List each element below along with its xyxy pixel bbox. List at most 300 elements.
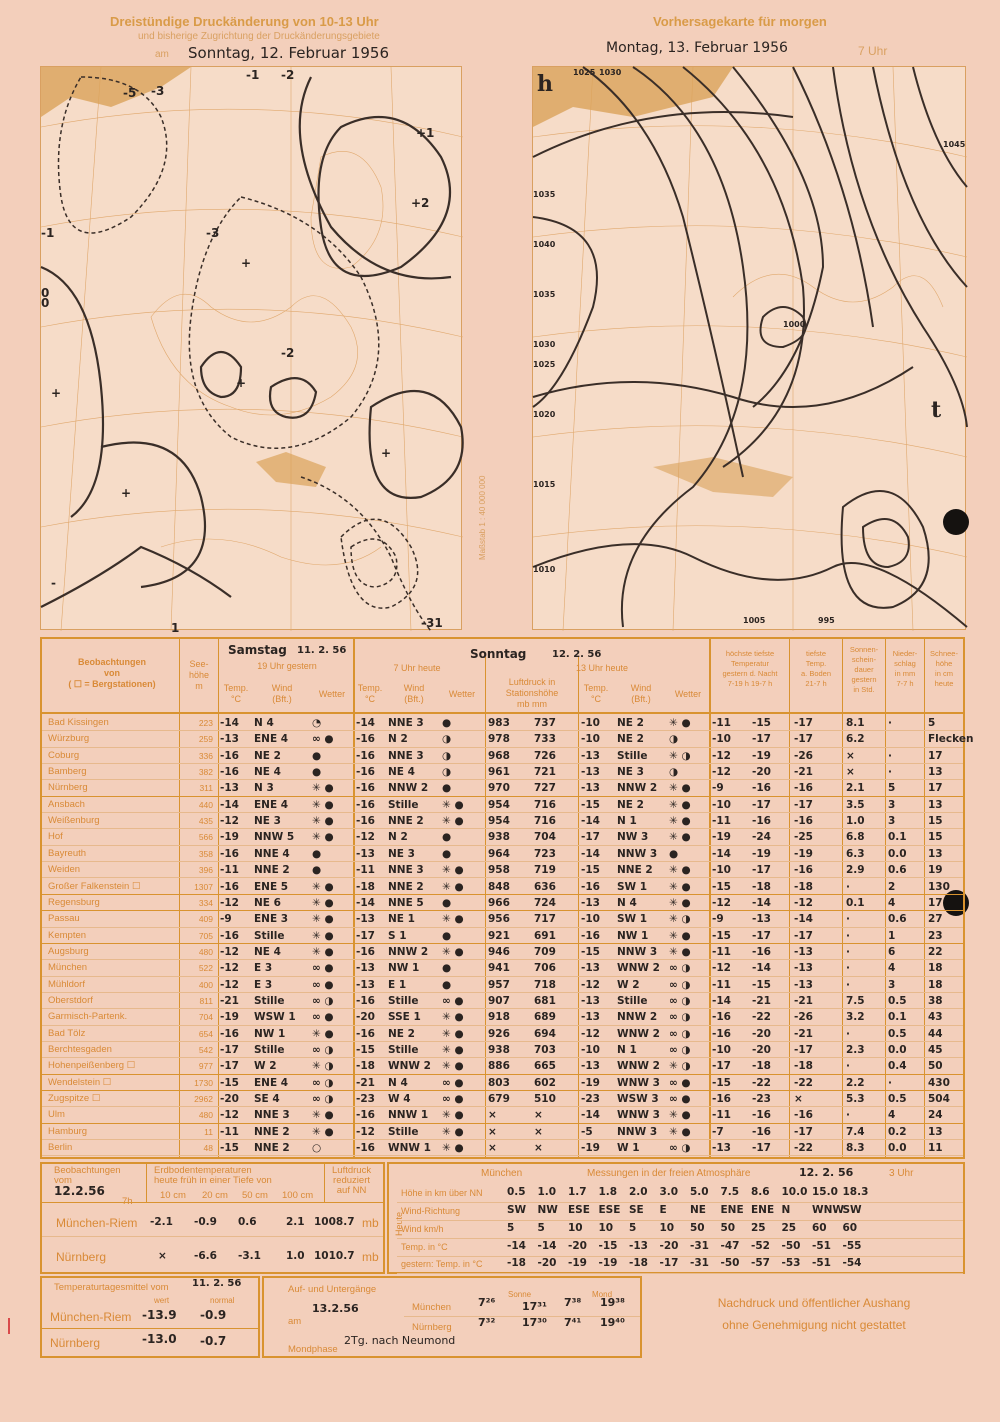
aloft-cell: 5 (507, 1222, 515, 1234)
aloft-cell: 60 (842, 1222, 858, 1234)
cell-tb: -18 (794, 880, 813, 893)
cell-tb: -26 (794, 1011, 813, 1024)
cell-tmin: -22 (752, 1076, 771, 1089)
cell-t1: -21 (220, 994, 239, 1007)
cell-wx1: ✳ ● (312, 945, 334, 958)
cell-wx2: ∞ ● (442, 994, 464, 1007)
day2-time13: 13 Uhr heute (575, 663, 629, 673)
aloft-row-label: Höhe in km über NN (401, 1188, 483, 1198)
cell-sun: 0.1 (846, 896, 865, 909)
cell-mb: 970 (488, 782, 510, 795)
soil-depth: 10 cm (160, 1190, 186, 1201)
cell-t2: -16 (356, 798, 375, 811)
cell-t3: -14 (581, 847, 600, 860)
soil-beob-label: Beobachtungen vom (54, 1165, 121, 1186)
cell-tmax: -14 (712, 994, 731, 1007)
observations-table (40, 637, 974, 1159)
aloft-cell: N (781, 1204, 791, 1216)
cell-w2: NNW 2 (388, 945, 429, 958)
cell-t3: -15 (581, 798, 600, 811)
soil-rule (42, 1236, 383, 1237)
cell-sn: 11 (928, 1142, 943, 1155)
cell-station: Oberstdorf (48, 994, 93, 1006)
cell-t1: -12 (220, 945, 239, 958)
cell-mb: 921 (488, 929, 510, 942)
aloft-cell: ESE (568, 1204, 590, 1216)
sun-label: Sonne (508, 1290, 532, 1299)
cell-rr: 0.2 (888, 1125, 907, 1138)
aloft-cell: 10.0 (781, 1186, 808, 1198)
cell-tmax: -10 (712, 1044, 731, 1056)
cell-wx1: ∞ ◑ (312, 1044, 334, 1056)
cell-mm: 665 (534, 1060, 556, 1073)
aloft-city: München (481, 1168, 523, 1179)
cell-wx3: ∞ ◑ (669, 1011, 691, 1024)
soil-value: 2.1 (286, 1216, 305, 1228)
cell-t1: -16 (220, 929, 239, 942)
cell-t3: -15 (581, 945, 600, 958)
cell-t2: -23 (356, 1093, 375, 1106)
cell-mb: 964 (488, 847, 510, 860)
day2-date: 12. 2. 56 (552, 649, 602, 660)
cell-wx3: ∞ ● (669, 1076, 691, 1089)
cell-sn: 22 (928, 945, 943, 958)
cell-sn: 430 (928, 1076, 950, 1089)
aloft-title: Messungen in der freien Atmosphäre (587, 1168, 751, 1179)
aloft-cell: NW (537, 1204, 558, 1216)
cell-t3: -5 (581, 1125, 593, 1138)
cell-mm: 602 (534, 1076, 556, 1089)
cell-mb: 983 (488, 717, 510, 729)
left-map-label: -1 (246, 68, 260, 82)
cell-tmax: -19 (712, 831, 731, 844)
cell-h: 977 (198, 1061, 213, 1072)
cell-sun: × (846, 766, 855, 779)
cell-tmax: -12 (712, 766, 731, 779)
sun-date: 13.2.56 (312, 1302, 359, 1315)
stations-header: Beobachtungen von ( ☐ = Bergstationen) (68, 657, 156, 689)
cell-t3: -13 (581, 994, 600, 1007)
cell-t1: -11 (220, 864, 239, 877)
cell-mm: 721 (534, 766, 556, 779)
cell-wx2: ∞ ● (442, 1093, 464, 1106)
cell-rr: 3 (888, 978, 896, 991)
forecast-map (532, 66, 966, 630)
cell-mm: 709 (534, 945, 556, 958)
tmean-normal: -0.9 (200, 1308, 227, 1322)
cell-wx3: ∞ ◑ (669, 978, 691, 991)
cell-station: Weißenburg (48, 815, 100, 827)
cell-tmax: -15 (712, 1076, 731, 1089)
cell-wx3: ∞ ◑ (669, 1027, 691, 1040)
aloft-hour: 3 Uhr (889, 1168, 914, 1179)
cell-h: 358 (198, 848, 213, 859)
cell-sn: 23 (928, 929, 943, 942)
cell-sn: 13 (928, 1125, 943, 1138)
sun-set: 17³⁰ (522, 1316, 547, 1329)
table-row (42, 960, 963, 976)
cell-wx3: ∞ ◑ (669, 1044, 691, 1056)
cell-tb: -16 (794, 815, 813, 828)
cell-tmax: -17 (712, 1060, 731, 1073)
cell-mm: × (534, 1109, 543, 1122)
cell-t3: -13 (581, 749, 600, 762)
cell-t3: -19 (581, 1142, 600, 1155)
cell-sun: 3.2 (846, 1011, 865, 1024)
right-map-label: 1030 (533, 340, 556, 349)
cell-mm: 704 (534, 831, 556, 844)
cell-wx1: ● (312, 847, 322, 860)
cell-t3: -13 (581, 1060, 600, 1073)
temp-header: Temp. °C (583, 683, 609, 704)
hoechste-tiefste-header: höchste tiefste Temperatur gestern d. Nacht 7-19 h 19-7 h (722, 649, 778, 688)
cell-tb: -16 (794, 864, 813, 877)
cell-t1: -19 (220, 831, 239, 844)
cell-wx2: ● (442, 896, 452, 909)
cell-sn: 17 (928, 896, 943, 909)
cell-tmax: -12 (712, 749, 731, 762)
cell-tmin: -16 (752, 1125, 771, 1138)
cell-h: 311 (199, 783, 213, 794)
soil-value: -2.1 (150, 1216, 173, 1228)
right-map-label: 1025 (573, 68, 596, 77)
cell-w1: NE 3 (254, 815, 281, 828)
cell-mb: 918 (488, 1011, 510, 1024)
niederschlag-header: Nieder- schlag in mm 7-7 h (892, 649, 918, 688)
cell-tb: -13 (794, 962, 813, 975)
cell-wx1: ✳ ● (312, 831, 334, 844)
cell-tmax: -11 (712, 815, 731, 828)
cell-rr: 0.1 (888, 831, 907, 844)
cell-rr: 4 (888, 1109, 896, 1122)
cell-wx1: ∞ ◑ (312, 1076, 334, 1089)
cell-wx3: ∞ ● (669, 1093, 691, 1106)
cell-w3: W 2 (617, 978, 640, 991)
cell-station: Regensburg (48, 896, 100, 908)
cell-tmin: -16 (752, 945, 771, 958)
cell-h: 334 (198, 897, 213, 908)
aloft-cell: 1.7 (568, 1186, 587, 1198)
soil-pressure: 1008.7 (314, 1216, 355, 1228)
cell-tb: -17 (794, 929, 813, 942)
cell-tmin: -15 (752, 978, 771, 991)
aloft-cell: -53 (781, 1257, 801, 1269)
cell-t3: -12 (581, 978, 600, 991)
cell-sun: · (846, 1027, 850, 1040)
pressure-change-map-drawing (41, 67, 463, 635)
cell-t2: -16 (356, 766, 375, 779)
aloft-cell: 10 (598, 1222, 614, 1234)
cell-w2: WNW 1 (388, 1142, 431, 1155)
right-map-label: 1035 (533, 190, 556, 199)
soil-unit: mb (362, 1216, 379, 1230)
cell-wx3: ✳ ● (669, 782, 691, 795)
aloft-rule (397, 1238, 963, 1239)
cell-mb: 954 (488, 815, 510, 828)
aloft-cell: -20 (659, 1240, 679, 1252)
soil-station: München-Riem (56, 1216, 138, 1230)
aloft-cell: ESE (598, 1204, 621, 1216)
cell-w2: S 1 (388, 929, 407, 942)
right-map-low: t (931, 397, 942, 423)
day2-label: Sonntag (470, 647, 527, 661)
cell-tmin: -24 (752, 831, 771, 844)
cell-station: Kempten (48, 929, 87, 941)
cell-sun: · (846, 913, 850, 926)
left-map-label: + (51, 386, 62, 400)
cell-t3: -23 (581, 1093, 600, 1106)
soil-value: -6.6 (194, 1250, 217, 1262)
cell-sn: 18 (928, 978, 943, 991)
aloft-cell: 5 (537, 1222, 545, 1234)
cell-tmin: -17 (752, 1142, 771, 1155)
cell-wx1: ∞ ◑ (312, 994, 334, 1007)
soil-depth: 50 cm (242, 1190, 268, 1201)
aloft-cell: -18 (507, 1257, 526, 1269)
margin-mark (8, 1318, 10, 1334)
cell-t2: -14 (356, 896, 375, 909)
cell-rr: · (888, 749, 892, 762)
cell-station: Hohenpeißenberg ☐ (48, 1060, 136, 1072)
cell-station: Garmisch-Partenk. (48, 1011, 128, 1023)
cell-w2: NW 1 (388, 962, 420, 975)
table-row (42, 977, 963, 993)
cell-tmax: -11 (712, 945, 731, 958)
wetter-header: Wetter (318, 689, 346, 699)
left-map-title: Dreistündige Druckänderung von 10-13 Uhr (110, 14, 379, 29)
cell-h: 654 (198, 1028, 213, 1039)
cell-w1: NE 6 (254, 896, 281, 909)
cell-w1: W 2 (254, 1060, 277, 1073)
cell-mm: 733 (534, 733, 556, 746)
cell-tb: -12 (794, 896, 813, 909)
cell-wx1: ✳ ● (312, 815, 334, 828)
copyright-notice: Nachdruck und öffentlicher Aushang ohne Genehmigung nicht gestattet (717, 1296, 911, 1332)
upper-air-box (387, 1162, 965, 1274)
cell-t2: -17 (356, 929, 375, 942)
cell-t3: -10 (581, 1044, 600, 1056)
day2-time7: 7 Uhr heute (393, 663, 441, 673)
cell-rr: 5 (888, 782, 896, 795)
cell-station: Zugspitze ☐ (48, 1093, 101, 1105)
tmean-col2: normal (210, 1296, 235, 1305)
cell-tmax: -16 (712, 1093, 731, 1106)
luftdruck-header: Luftdruck in Stationshöhe mb mm (505, 677, 559, 709)
aloft-cell: 50 (690, 1222, 705, 1234)
cell-tmin: -17 (752, 733, 771, 746)
cell-tmin: -16 (752, 815, 771, 828)
aloft-cell: ENE (751, 1204, 775, 1216)
left-map-date: Sonntag, 12. Februar 1956 (188, 44, 389, 62)
cell-h: 223 (198, 718, 213, 728)
right-map-label: 1010 (533, 565, 556, 574)
cell-tb: -16 (794, 782, 813, 795)
cell-t1: -11 (220, 1125, 239, 1138)
cell-mm: 681 (534, 994, 556, 1007)
cell-w3: SW 1 (617, 880, 648, 893)
sun-moon-box (262, 1276, 642, 1358)
cell-wx1: ✳ ● (312, 1109, 334, 1122)
cell-rr: 4 (888, 962, 896, 975)
cell-tb: -25 (794, 831, 813, 844)
cell-rr: 1 (888, 929, 896, 942)
aloft-cell: -18 (629, 1257, 648, 1269)
sonnenschein-header: Sonnen- schein- dauer gestern in Std. (849, 645, 879, 694)
cell-h: 480 (198, 1110, 213, 1121)
cell-tb: -26 (794, 749, 813, 762)
aloft-rule (397, 1273, 963, 1274)
cell-rr: 0.0 (888, 1142, 907, 1155)
left-map-label: -1 (41, 226, 55, 240)
aloft-cell: -20 (537, 1257, 557, 1269)
header-rule (42, 712, 963, 714)
cell-t3: -13 (581, 1011, 600, 1024)
cell-w3: NNW 2 (617, 1011, 658, 1024)
table-row (42, 1009, 963, 1025)
moon-phase-label: Mondphase (288, 1344, 338, 1355)
aloft-cell: -52 (751, 1240, 770, 1252)
cell-h: 409 (198, 914, 213, 925)
sun-rise: 7²⁶ (478, 1296, 496, 1309)
cell-wx2: ✳ ● (442, 1044, 464, 1056)
cell-w2: WNW 2 (388, 1060, 431, 1073)
cell-w1: Stille (254, 994, 285, 1007)
cell-station: Mühldorf (48, 978, 85, 990)
cell-w3: NE 2 (617, 717, 644, 729)
cell-rr: · (888, 1076, 892, 1089)
aloft-cell: 0.5 (507, 1186, 526, 1198)
cell-tmax: -15 (712, 929, 731, 942)
cell-mb: 938 (488, 1044, 510, 1056)
cell-mm: 718 (534, 978, 556, 991)
soil-title: Erdbodentemperaturen heute früh in einer Tiefe von (154, 1165, 272, 1186)
cell-tmin: -20 (752, 766, 771, 779)
cell-mb: 803 (488, 1076, 510, 1089)
cell-t2: -13 (356, 847, 375, 860)
left-map-label: 1 (171, 621, 180, 635)
cell-sn: 17 (928, 749, 943, 762)
cell-t2: -16 (356, 782, 375, 795)
cell-sun: · (846, 945, 850, 958)
cell-w3: W 1 (617, 1142, 640, 1155)
forecast-map-drawing (533, 67, 967, 631)
aloft-cell: SE (629, 1204, 644, 1216)
left-map-label: -3 (206, 226, 220, 240)
soil-pressure-label: Luftdruck reduziert auf NN (332, 1165, 372, 1196)
cell-tmax: -12 (712, 896, 731, 909)
cell-tb: -13 (794, 945, 813, 958)
cell-sun: · (846, 962, 850, 975)
cell-sn: Flecken (928, 733, 974, 746)
left-map-am: am (155, 49, 169, 60)
cell-mb: 966 (488, 896, 510, 909)
cell-wx3: ✳ ● (669, 864, 691, 877)
cell-w1: N 3 (254, 782, 274, 795)
cell-wx2: ✳ ● (442, 913, 464, 926)
tmean-date: 11. 2. 56 (192, 1278, 242, 1289)
cell-h: 382 (198, 767, 213, 778)
cell-wx3: ✳ ● (669, 929, 691, 942)
cell-w3: NW 3 (617, 831, 649, 844)
cell-tmin: -13 (752, 913, 771, 926)
daily-mean-temperature-box (40, 1276, 260, 1358)
punch-hole (943, 509, 969, 535)
aloft-cell: -31 (690, 1257, 709, 1269)
cell-w1: Stille (254, 1044, 285, 1056)
left-map-label: + (121, 486, 132, 500)
cell-w3: NNW 2 (617, 782, 658, 795)
cell-t2: -16 (356, 733, 375, 746)
cell-tmin: -17 (752, 929, 771, 942)
cell-sn: 50 (928, 1060, 943, 1073)
cell-t1: -17 (220, 1044, 239, 1056)
cell-w1: NNW 5 (254, 831, 295, 844)
cell-t2: -13 (356, 978, 375, 991)
cell-w2: Stille (388, 1044, 419, 1056)
cell-rr: · (888, 717, 892, 729)
cell-w2: W 4 (388, 1093, 411, 1106)
right-map-time: 7 Uhr (858, 44, 888, 58)
cell-h: 400 (198, 979, 213, 990)
cell-sn: 45 (928, 1044, 943, 1056)
cell-sun: 6.8 (846, 831, 865, 844)
cell-tmax: -9 (712, 782, 724, 795)
cell-wx1: ✳ ● (312, 798, 334, 811)
sun-am: am (288, 1316, 302, 1327)
cell-h: 435 (198, 816, 213, 827)
cell-w1: E 3 (254, 978, 273, 991)
cell-station: Ansbach (48, 798, 85, 810)
tmean-value: -13.9 (142, 1308, 177, 1322)
cell-mm: 723 (534, 847, 556, 860)
cell-wx3: ✳ ● (669, 1125, 691, 1138)
cell-t1: -12 (220, 962, 239, 975)
cell-tb: × (794, 1093, 803, 1106)
cell-wx3: ∞ ◑ (669, 994, 691, 1007)
soil-unit: mb (362, 1250, 379, 1264)
cell-w2: Stille (388, 798, 419, 811)
cell-sn: 18 (928, 962, 943, 975)
wind-header: Wind (Bft.) (403, 683, 425, 704)
table-row (42, 1058, 963, 1074)
sun-set: 17³¹ (522, 1300, 547, 1313)
cell-wx3: ✳ ● (669, 945, 691, 958)
cell-w1: ENE 4 (254, 733, 289, 746)
cell-station: Nürnberg (48, 782, 88, 794)
aloft-cell: -14 (507, 1240, 526, 1252)
tmean-station: Nürnberg (50, 1336, 101, 1350)
temp-header: Temp. °C (223, 683, 249, 704)
tmean-rule (42, 1328, 258, 1329)
wind-header: Wind (Bft.) (271, 683, 293, 704)
aloft-cell: -20 (568, 1240, 587, 1252)
cell-wx1: ✳ ● (312, 929, 334, 942)
cell-w3: SW 1 (617, 913, 648, 926)
cell-tmin: -17 (752, 864, 771, 877)
cell-mb: 941 (488, 962, 510, 975)
cell-wx1: ∞ ● (312, 978, 334, 991)
cell-wx2: ∞ ● (442, 1076, 464, 1089)
cell-sn: 44 (928, 1027, 943, 1040)
cell-t3: -10 (581, 717, 600, 729)
table-row (42, 928, 963, 944)
cell-sn: 15 (928, 831, 943, 844)
day1-time: 19 Uhr gestern (257, 661, 317, 671)
cell-tmin: -15 (752, 717, 771, 729)
cell-rr: 0.0 (888, 1044, 907, 1056)
cell-sn: 38 (928, 994, 943, 1007)
cell-w1: NNE 3 (254, 1109, 290, 1122)
